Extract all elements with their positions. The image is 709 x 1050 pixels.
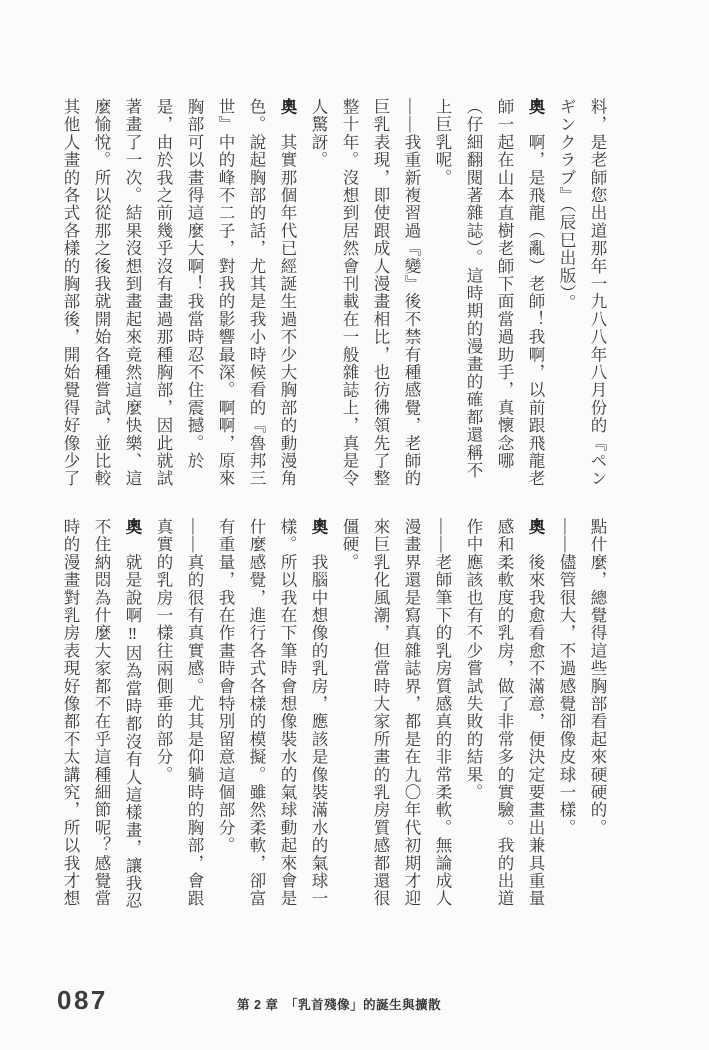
column-text: 色。說起胸部的話，尤其是我小時候看的『魯邦三 (247, 98, 266, 488)
text-column (551, 98, 582, 498)
column-text: 什麼感覺，進行各式各樣的模擬。雖然柔軟，卻富 (247, 518, 266, 908)
speaker-label: 奧 (309, 518, 328, 536)
column-text: 料，是老師您出道那年一九八八年八月份的『ペン (588, 98, 607, 488)
column-text: 麼愉悅。所以從那之後我就開始各種嘗試，並比較 (92, 98, 111, 488)
text-column (117, 98, 148, 498)
speaker-label: 奧 (526, 98, 545, 116)
text-column (396, 518, 427, 918)
text-column (55, 518, 86, 918)
text-column (272, 518, 303, 918)
column-text: 不住納悶為什麼大家都不在乎這種細節呢？感覺當 (92, 518, 111, 908)
column-text: 我腦中想像的乳房，應該是像裝滿水的氣球一 (309, 535, 328, 908)
column-text: 有重量，我在作畫時會特別留意這個部分。 (216, 518, 235, 855)
column-text: 漫畫界還是寫真雜誌界，都是在九〇年代初期才迎 (402, 518, 421, 908)
column-text: 感和柔軟度的乳房，做了非常多的實驗。我的出道 (495, 518, 514, 908)
text-column (179, 98, 210, 498)
column-text: 後來我愈看愈不滿意，便決定要畫出兼具重量 (526, 535, 545, 908)
text-column (272, 98, 303, 498)
column-text: 作中應該也有不少嘗試失敗的結果。 (464, 518, 483, 802)
column-text: ——真的很有真實感。尤其是仰躺時的胸部，會跟 (185, 518, 204, 908)
column-text: 其實那個年代已經誕生過不少大胸部的動漫角 (278, 115, 297, 488)
text-block-bottom (55, 518, 613, 918)
text-block-top (55, 98, 613, 498)
chapter-footer: 第 2 章 「乳首殘像」的誕生與擴散 (237, 998, 442, 1012)
column-text: 著畫了一次。結果沒想到畫起來竟然這麼快樂、這 (123, 98, 142, 488)
text-column (55, 98, 86, 498)
column-text: 樣。所以我在下筆時會想像裝水的氣球動起來會是 (278, 518, 297, 908)
text-column (148, 98, 179, 498)
column-text: 其他人畫的各式各樣的胸部後，開始覺得好像少了 (61, 98, 80, 488)
column-text: 師一起在山本直樹老師下面當過助手，真懷念哪 (495, 98, 514, 470)
text-column (334, 518, 365, 918)
column-text: 僵硬。 (340, 518, 359, 572)
text-column (365, 98, 396, 498)
speaker-label: 奧 (278, 98, 297, 116)
text-column (520, 518, 551, 918)
column-text: 時的漫畫對乳房表現好像都不太講究，所以我才想 (61, 518, 80, 908)
text-column (179, 518, 210, 918)
column-text: 就是說啊‼因為當時都沒有人這樣畫，讓我忍 (123, 535, 142, 910)
text-column (427, 518, 458, 918)
column-text: ギンクラブ』（辰巳出版）。 (557, 98, 576, 312)
page-number: 087 (57, 985, 108, 1015)
text-column (458, 518, 489, 918)
text-column (210, 518, 241, 918)
text-column (210, 98, 241, 498)
text-column (489, 98, 520, 498)
column-text: （仔細翻閱著雜誌）。這時期的漫畫的確都還稱不 (464, 98, 483, 480)
column-text: 啊，是飛龍（亂）老師！我啊，以前跟飛龍老 (526, 115, 545, 488)
text-column (520, 98, 551, 498)
column-text: 來巨乳化風潮，但當時大家所畫的乳房質感都還很 (371, 518, 390, 908)
text-column (86, 518, 117, 918)
text-column (334, 98, 365, 498)
text-column (365, 518, 396, 918)
column-text: 整十年。沒想到居然會刊載在一般雜誌上，真是令 (340, 98, 359, 488)
text-column (582, 518, 613, 918)
text-column (241, 518, 272, 918)
text-column (86, 98, 117, 498)
column-text: 真實的乳房一樣往兩側垂的部分。 (154, 518, 173, 784)
text-column (489, 518, 520, 918)
text-column (303, 518, 334, 918)
column-text: 是，由於我之前幾乎沒有畫過那種胸部，因此就試 (154, 98, 173, 488)
text-column (117, 518, 148, 918)
column-text: ——我重新複習過『變』後不禁有種感覺，老師的 (402, 98, 421, 488)
text-column (458, 98, 489, 498)
column-text: ——儘管很大，不過感覺卻像皮球一樣。 (557, 518, 576, 837)
column-text: 上巨乳呢。 (433, 98, 452, 187)
column-text: 巨乳表現，即使跟成人漫畫相比，也彷彿領先了整 (371, 98, 390, 488)
speaker-label: 奧 (526, 518, 545, 536)
text-column (303, 98, 334, 498)
text-column (148, 518, 179, 918)
column-text: ——老師筆下的乳房質感真的非常柔軟。無論成人 (433, 518, 452, 908)
column-text: 點什麼，總覺得這些胸部看起來硬硬的。 (588, 518, 607, 837)
column-text: 胸部可以畫得這麼大啊！我當時忍不住震撼。於 (185, 98, 204, 470)
speaker-label: 奧 (123, 518, 142, 536)
text-column (551, 518, 582, 918)
text-column (427, 98, 458, 498)
text-column (241, 98, 272, 498)
column-text: 世』中的峰不二子，對我的影響最深。啊啊，原來 (216, 98, 235, 488)
text-column (396, 98, 427, 498)
text-column (582, 98, 613, 498)
column-text: 人驚訝。 (309, 98, 328, 169)
